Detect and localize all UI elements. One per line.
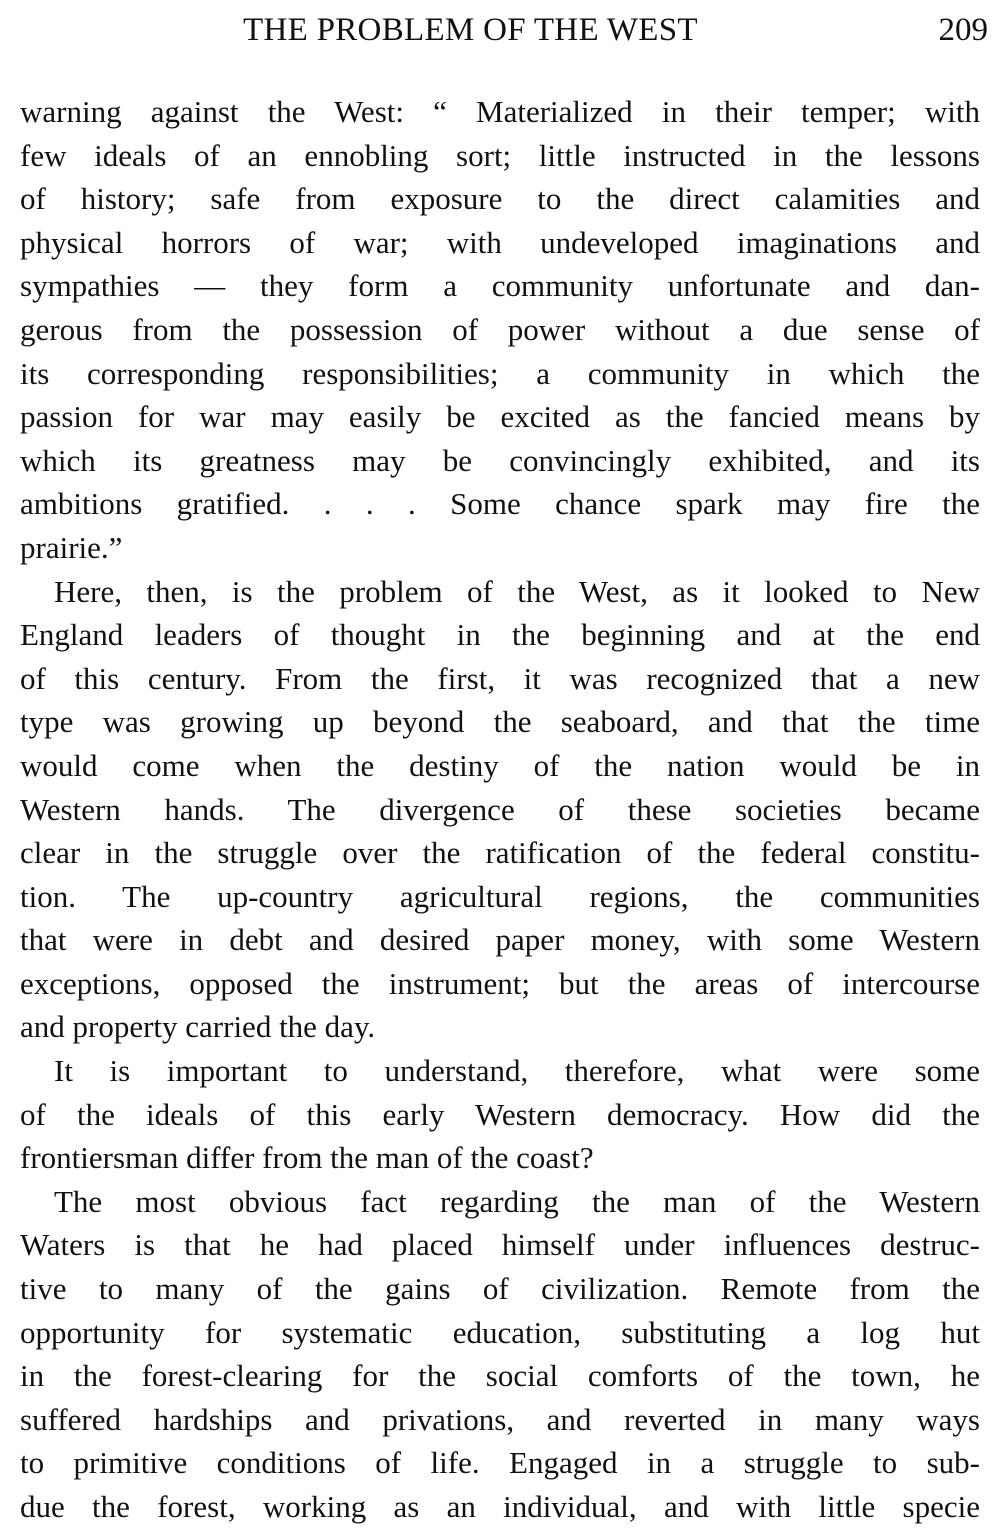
text-line: that were in debt and desired paper money, with some Western	[20, 922, 980, 958]
text-line: Waters is that he had placed himself under influences destruc-	[20, 1227, 980, 1263]
text-line: sympathies — they form a community unfortunate and dan-	[20, 268, 980, 304]
text-line: Western hands. The divergence of these societies became	[20, 791, 980, 827]
text-line: due the forest, working as an individual, and with little specie	[20, 1489, 980, 1524]
text-line: type was growing up beyond the seaboard, and that the time	[20, 704, 980, 740]
text-line: The most obvious fact regarding the man of the Western	[54, 1183, 980, 1219]
text-line: gerous from the possession of power without a due sense of	[20, 311, 980, 347]
text-line: few ideals of an ennobling sort; little instructed in the lessons	[20, 137, 980, 173]
text-line: would come when the destiny of the nation would be in	[20, 747, 980, 783]
text-line: suffered hardships and privations, and reverted in many ways	[20, 1401, 980, 1437]
text-line: opportunity for systematic education, substituting a log hut	[20, 1314, 980, 1350]
page-number: 209	[938, 12, 988, 48]
text-line: passion for war may easily be excited as the fancied means by	[20, 399, 980, 435]
text-line: and property carried the day.	[20, 1009, 376, 1045]
text-line: of the ideals of this early Western democracy. How did the	[20, 1096, 980, 1132]
text-line: prairie.”	[20, 529, 123, 565]
text-line: Here, then, is the problem of the West, as it looked to New	[54, 573, 980, 609]
text-line: ambitions gratified. . . . Some chance spark may fire the	[20, 486, 980, 522]
text-line: It is important to understand, therefore, what were some	[54, 1053, 980, 1089]
text-line: physical horrors of war; with undeveloped imaginations and	[20, 224, 980, 260]
running-title: THE PROBLEM OF THE WEST	[243, 12, 698, 48]
text-line: frontiersman differ from the man of the coast?	[20, 1140, 594, 1176]
text-line: England leaders of thought in the beginning and at the end	[20, 617, 980, 653]
text-line: in the forest-clearing for the social comforts of the town, he	[20, 1358, 980, 1394]
text-line: tion. The up-country agricultural regions, the communities	[20, 878, 980, 914]
text-line: which its greatness may be convincingly exhibited, and its	[20, 442, 980, 478]
text-line: tive to many of the gains of civilization. Remote from the	[20, 1271, 980, 1307]
text-line: its corresponding responsibilities; a community in which the	[20, 355, 980, 391]
body-text	[20, 90, 980, 1529]
text-line: of this century. From the first, it was recognized that a new	[20, 660, 980, 696]
text-line: clear in the struggle over the ratification of the federal constitu-	[20, 835, 980, 871]
text-line: exceptions, opposed the instrument; but the areas of intercourse	[20, 965, 980, 1001]
text-line: warning against the West: “ Materialized in their temper; with	[20, 94, 980, 129]
running-head	[0, 8, 1000, 52]
text-line: of history; safe from exposure to the direct calamities and	[20, 181, 980, 217]
text-line: to primitive conditions of life. Engaged in a struggle to sub-	[20, 1445, 980, 1481]
